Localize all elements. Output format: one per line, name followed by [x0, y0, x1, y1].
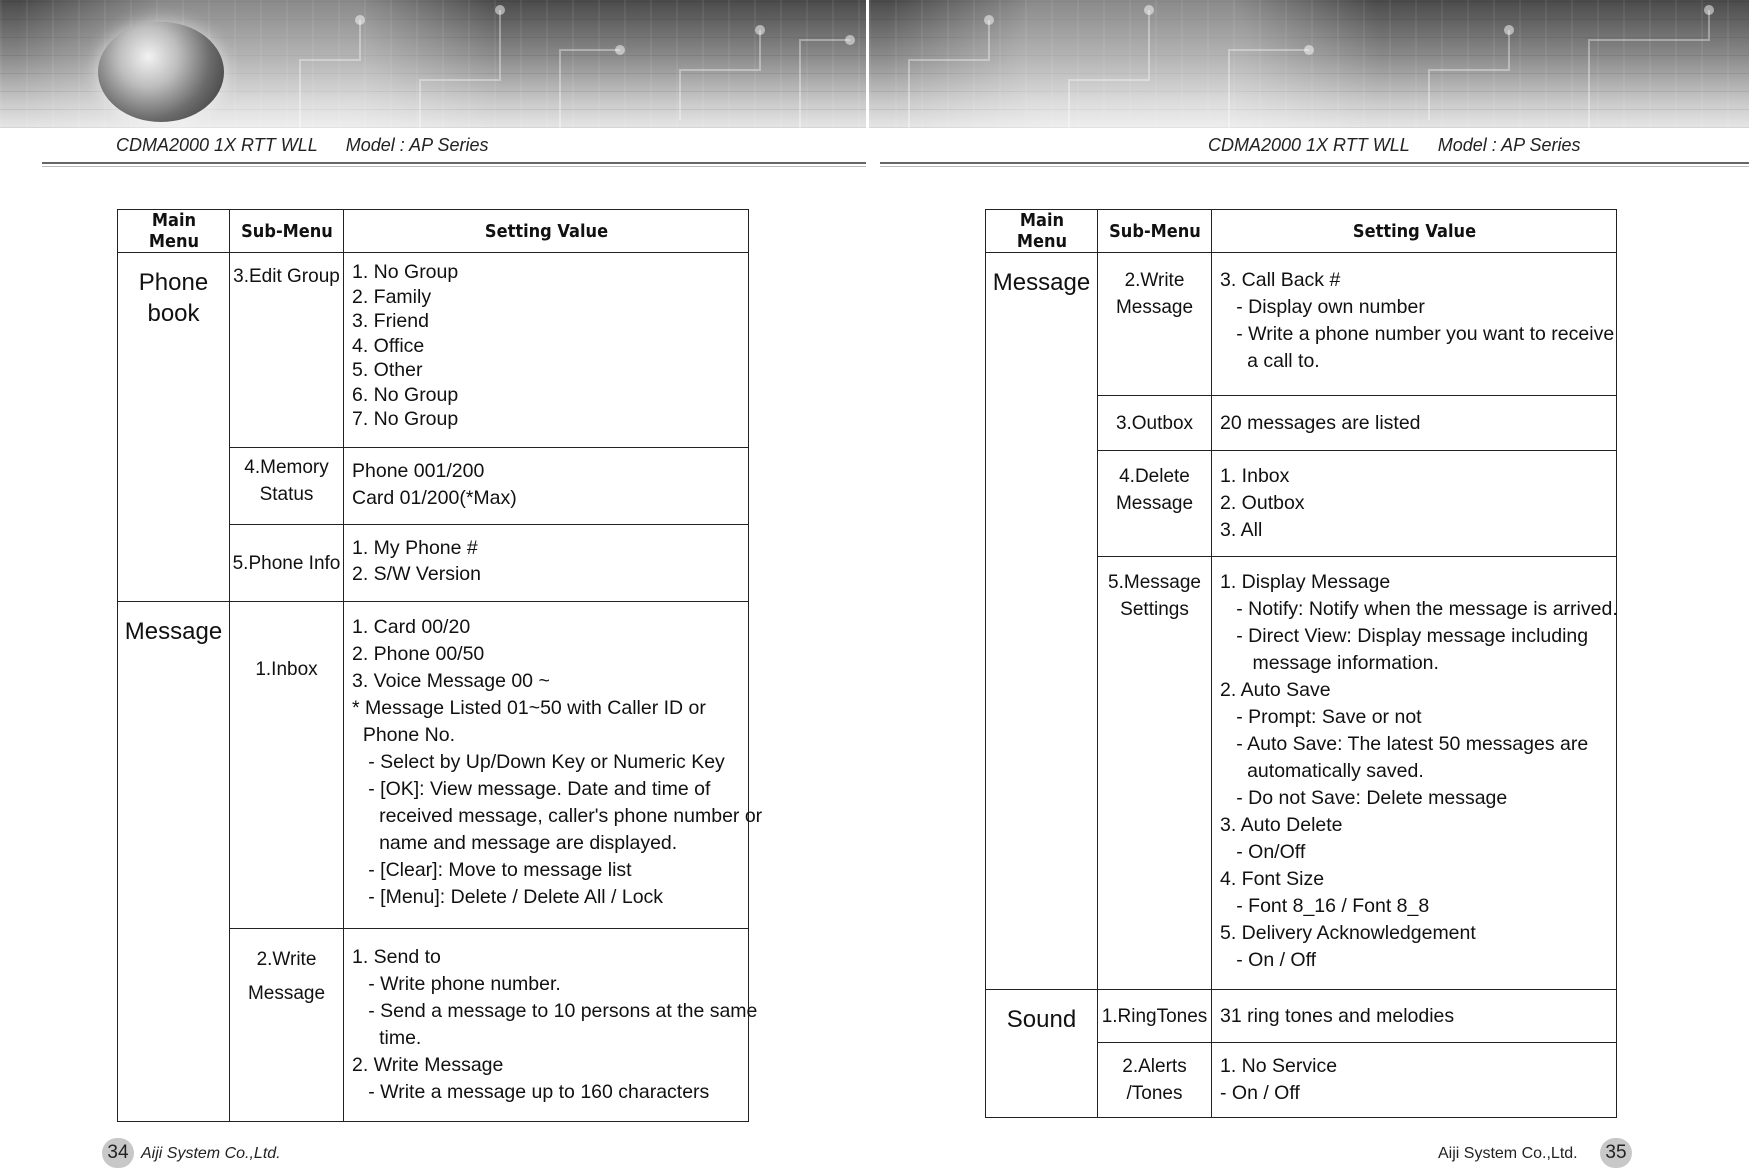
- value-line: - On/Off: [1220, 841, 1306, 863]
- value-line: - Display own number: [1220, 296, 1425, 318]
- value-line: received message, caller's phone number or: [352, 805, 763, 827]
- value-line: - Direct View: Display message including: [1220, 625, 1589, 647]
- value-line: - [Clear]: Move to message list: [352, 859, 632, 881]
- sub-menu-cell: [230, 929, 344, 1122]
- setting-value-cell: [344, 525, 749, 602]
- value-line: 1. No Service: [1220, 1055, 1338, 1077]
- sub-menu-line: 2.Alerts: [1122, 1056, 1187, 1077]
- product-name: CDMA2000 1X RTT WLL: [116, 135, 318, 155]
- header-banner-left: [0, 0, 866, 128]
- header-divider: [42, 162, 866, 164]
- sub-menu-cell: [230, 448, 344, 525]
- page-header-right: [1208, 135, 1580, 156]
- menu-table-right: [985, 209, 1617, 1118]
- sub-menu-cell: [230, 253, 344, 448]
- sub-menu-line: 3.Edit Group: [233, 266, 340, 287]
- setting-value-cell: [1212, 1043, 1617, 1118]
- sub-menu-line: 4.Memory: [244, 457, 329, 478]
- table-row: [986, 990, 1617, 1043]
- value-line: 5. Other: [352, 359, 423, 381]
- sub-menu-line: Settings: [1120, 599, 1189, 620]
- setting-value-cell: [1212, 557, 1617, 990]
- value-line: 2. Family: [352, 285, 432, 308]
- table-header-row: [986, 210, 1617, 253]
- main-menu-line: Sound: [1006, 1006, 1077, 1033]
- value-line: - Write phone number.: [352, 973, 561, 995]
- menu-table-left: [117, 209, 763, 1122]
- sub-menu-line: Message: [1115, 297, 1194, 318]
- sub-menu-cell: [1098, 990, 1212, 1043]
- value-line: - On / Off: [1220, 949, 1317, 971]
- value-line: - Do not Save: Delete message: [1220, 787, 1508, 809]
- value-line: 2. S/W Version: [352, 563, 481, 585]
- value-line: * Message Listed 01~50 with Caller ID or: [352, 697, 706, 719]
- sub-menu-cell: [1098, 396, 1212, 451]
- header-divider: [42, 166, 866, 167]
- main-menu-cell: [986, 990, 1098, 1118]
- sub-menu-cell: [1098, 253, 1212, 396]
- value-line: - Select by Up/Down Key or Numeric Key: [352, 751, 725, 773]
- table-row: [118, 602, 749, 929]
- footer-company-right: Aiji System Co.,Ltd.: [1438, 1145, 1578, 1162]
- value-line: 3. Call Back #: [1220, 269, 1341, 291]
- column-header-setting-value: Setting Value: [1232, 210, 1597, 253]
- column-header-main-menu: Main Menu: [123, 210, 224, 253]
- value-line: 1. Inbox: [1220, 465, 1290, 487]
- value-line: 4. Office: [352, 334, 425, 357]
- sub-menu-line: /Tones: [1126, 1083, 1183, 1104]
- circuit-board-graphic: [869, 0, 1749, 128]
- model-name: Model : AP Series: [1437, 135, 1581, 155]
- footer-company-left: Aiji System Co.,Ltd.: [141, 1145, 281, 1162]
- value-line: 2. Auto Save: [1220, 679, 1331, 701]
- value-line: Card 01/200(*Max): [352, 487, 517, 509]
- column-header-sub-menu: Sub-Menu: [1103, 210, 1206, 253]
- setting-value-cell: [1212, 396, 1617, 451]
- value-line: time.: [352, 1027, 422, 1049]
- sub-menu-line: 1.RingTones: [1101, 1005, 1208, 1027]
- value-line: - [Menu]: Delete / Delete All / Lock: [352, 886, 664, 908]
- value-line: message information.: [1220, 652, 1439, 674]
- value-line: - On / Off: [1220, 1082, 1300, 1104]
- page-number-right: 35: [1600, 1138, 1632, 1168]
- value-line: - Font 8_16 / Font 8_8: [1220, 895, 1430, 917]
- value-line: - Auto Save: The latest 50 messages are: [1220, 733, 1589, 755]
- sub-menu-cell: [1098, 1043, 1212, 1118]
- sub-menu-line: 2.Write: [256, 949, 317, 970]
- header-divider: [880, 166, 1749, 167]
- value-line: 1. My Phone #: [352, 537, 478, 559]
- value-line: name and message are displayed.: [352, 832, 678, 854]
- value-line: Phone 001/200: [352, 460, 485, 482]
- value-line: 2. Write Message: [352, 1054, 504, 1076]
- value-line: - Send a message to 10 persons at the same: [352, 1000, 758, 1022]
- sub-menu-line: 4.Delete: [1119, 466, 1190, 487]
- setting-value-cell: [1212, 990, 1617, 1043]
- value-line: Phone No.: [352, 724, 455, 746]
- page-header-left: [116, 135, 488, 156]
- value-line: 31 ring tones and melodies: [1220, 1004, 1455, 1027]
- globe-logo-icon: [98, 22, 224, 122]
- value-line: 4. Font Size: [1220, 868, 1325, 890]
- sub-menu-cell: [230, 602, 344, 929]
- value-line: 5. Delivery Acknowledgement: [1220, 922, 1476, 944]
- table-header-row: [118, 210, 749, 253]
- table-row: [118, 253, 749, 448]
- sub-menu-cell: [1098, 451, 1212, 557]
- main-menu-cell: [118, 253, 230, 602]
- value-line: - Notify: Notify when the message is arrived.: [1220, 598, 1618, 620]
- page-number-left: 34: [102, 1138, 134, 1168]
- value-line: 3. Voice Message 00 ~: [352, 670, 550, 692]
- sub-menu-line: 1.Inbox: [255, 659, 318, 680]
- value-line: automatically saved.: [1220, 760, 1424, 782]
- sub-menu-line: 2.Write: [1124, 270, 1185, 291]
- column-header-sub-menu: Sub-Menu: [235, 210, 338, 253]
- main-menu-line: Message: [124, 618, 223, 645]
- value-line: 1. No Group: [352, 261, 459, 283]
- column-header-main-menu: Main Menu: [991, 210, 1092, 253]
- value-line: 2. Outbox: [1220, 492, 1305, 514]
- main-menu-line: book: [147, 300, 200, 327]
- header-banner-right: [869, 0, 1749, 128]
- value-line: - [OK]: View message. Date and time of: [352, 778, 711, 800]
- value-line: 1. Card 00/20: [352, 616, 471, 638]
- value-line: 3. Friend: [352, 310, 429, 332]
- sub-menu-line: 3.Outbox: [1115, 412, 1194, 434]
- setting-value-cell: [344, 448, 749, 525]
- setting-value-cell: [1212, 451, 1617, 557]
- value-line: 7. No Group: [352, 408, 459, 430]
- setting-value-cell: [1212, 253, 1617, 396]
- sub-menu-line: 5.Message: [1108, 572, 1201, 593]
- setting-value-cell: [344, 253, 749, 448]
- value-line: 1. Display Message: [1220, 571, 1391, 593]
- column-header-setting-value: Setting Value: [364, 210, 729, 253]
- value-line: 2. Phone 00/50: [352, 643, 485, 665]
- product-name: CDMA2000 1X RTT WLL: [1208, 135, 1410, 155]
- value-line: - Write a phone number you want to receive: [1220, 323, 1615, 345]
- value-line: 3. All: [1220, 519, 1263, 541]
- value-line: 3. Auto Delete: [1220, 814, 1343, 836]
- main-menu-cell: [986, 253, 1098, 990]
- value-line: 6. No Group: [352, 383, 459, 406]
- sub-menu-cell: [1098, 557, 1212, 990]
- sub-menu-line: 5.Phone Info: [232, 552, 341, 574]
- main-menu-line: Message: [992, 269, 1091, 296]
- sub-menu-cell: [230, 525, 344, 602]
- model-name: Model : AP Series: [345, 135, 489, 155]
- value-line: - Prompt: Save or not: [1220, 706, 1422, 728]
- value-line: a call to.: [1220, 350, 1320, 372]
- header-divider: [880, 162, 1749, 164]
- value-line: 20 messages are listed: [1220, 411, 1421, 434]
- main-menu-line: Phone: [138, 269, 209, 296]
- table-row: [986, 253, 1617, 396]
- sub-menu-line: Message: [247, 983, 326, 1004]
- sub-menu-line: Status: [259, 484, 314, 505]
- setting-value-cell: [344, 602, 763, 929]
- value-line: 1. Send to: [352, 946, 441, 968]
- main-menu-cell: [118, 602, 230, 1122]
- sub-menu-line: Message: [1115, 493, 1194, 514]
- value-line: - Write a message up to 160 characters: [352, 1081, 710, 1103]
- setting-value-cell: [344, 929, 758, 1122]
